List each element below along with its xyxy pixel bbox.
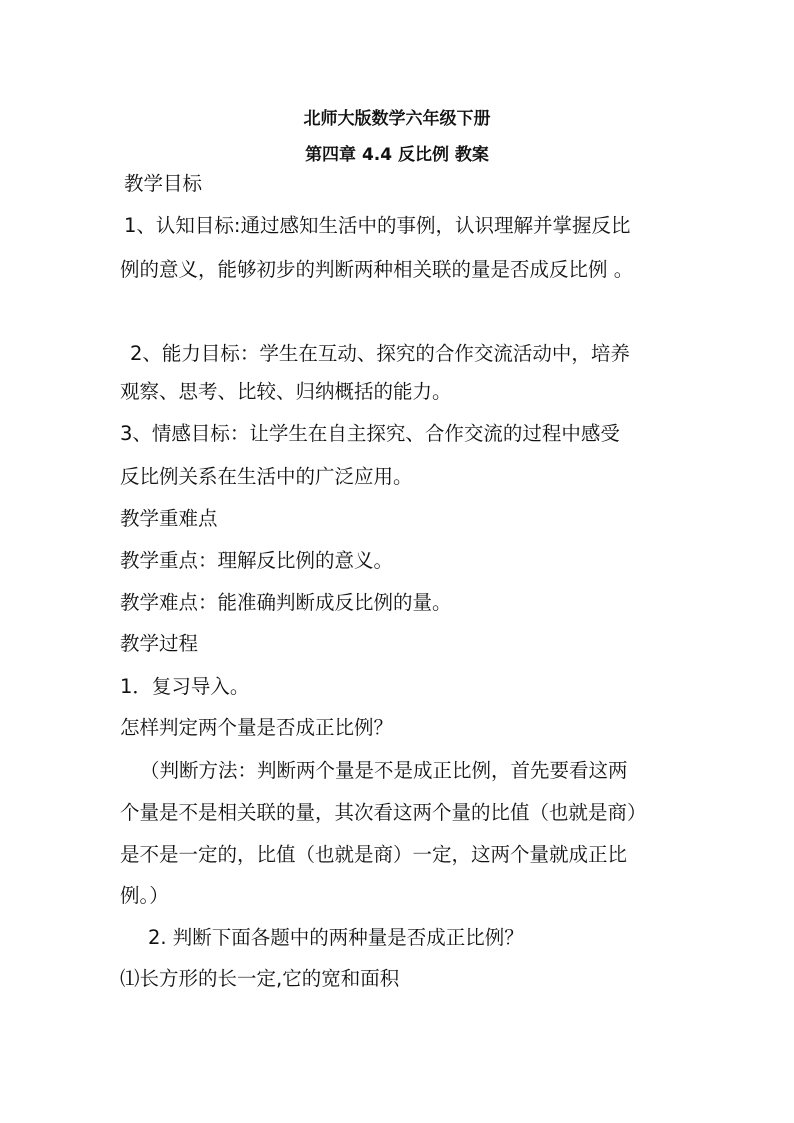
paragraph-line: 例。） (120, 884, 169, 907)
paragraph-line: 例的意义，能够初步的判断两种相关联的量是否成反比例 。 (120, 258, 634, 281)
paragraph-line: （判断方法：判断两个量是不是成正比例，首先要看这两 (140, 759, 628, 782)
paragraph-line: 教学难点：能准确判断成反比例的量。 (120, 591, 452, 614)
paragraph-line: 教学重点：理解反比例的意义。 (120, 549, 394, 572)
paragraph-line: 1、认知目标:通过感知生活中的事例，认识理解并掌握反比 (124, 214, 631, 237)
paragraph-line: 观察、思考、比较、归纳概括的能力。 (120, 380, 452, 403)
paragraph-line: 2、能力目标：学生在互动、探究的合作交流活动中，培养 (130, 342, 630, 365)
paragraph-line: ⑴长方形的长一定,它的宽和面积 (120, 967, 400, 990)
paragraph-line: 个量是不是相关联的量，其次看这两个量的比值（也就是商） (120, 801, 647, 824)
document-title: 北师大版数学六年级下册 (303, 109, 491, 129)
document-subtitle: 第四章 4.4 反比例 教案 (305, 145, 489, 165)
paragraph-line: 3、情感目标：让学生在自主探究、合作交流的过程中感受 (120, 422, 620, 445)
paragraph-line: 怎样判定两个量是否成正比例？ (120, 716, 394, 739)
section-heading-process: 教学过程 (120, 632, 199, 655)
section-heading-objectives: 教学目标 (124, 172, 203, 195)
section-heading-key-points: 教学重难点 (120, 507, 218, 530)
paragraph-line: 1．复习导入。 (120, 675, 250, 698)
paragraph-line: 反比例关系在生活中的广泛应用。 (120, 465, 413, 488)
paragraph-line: 2. 判断下面各题中的两种量是否成正比例？ (148, 926, 524, 949)
paragraph-line: 是不是一定的，比值（也就是商）一定，这两个量就成正比 (120, 843, 628, 866)
